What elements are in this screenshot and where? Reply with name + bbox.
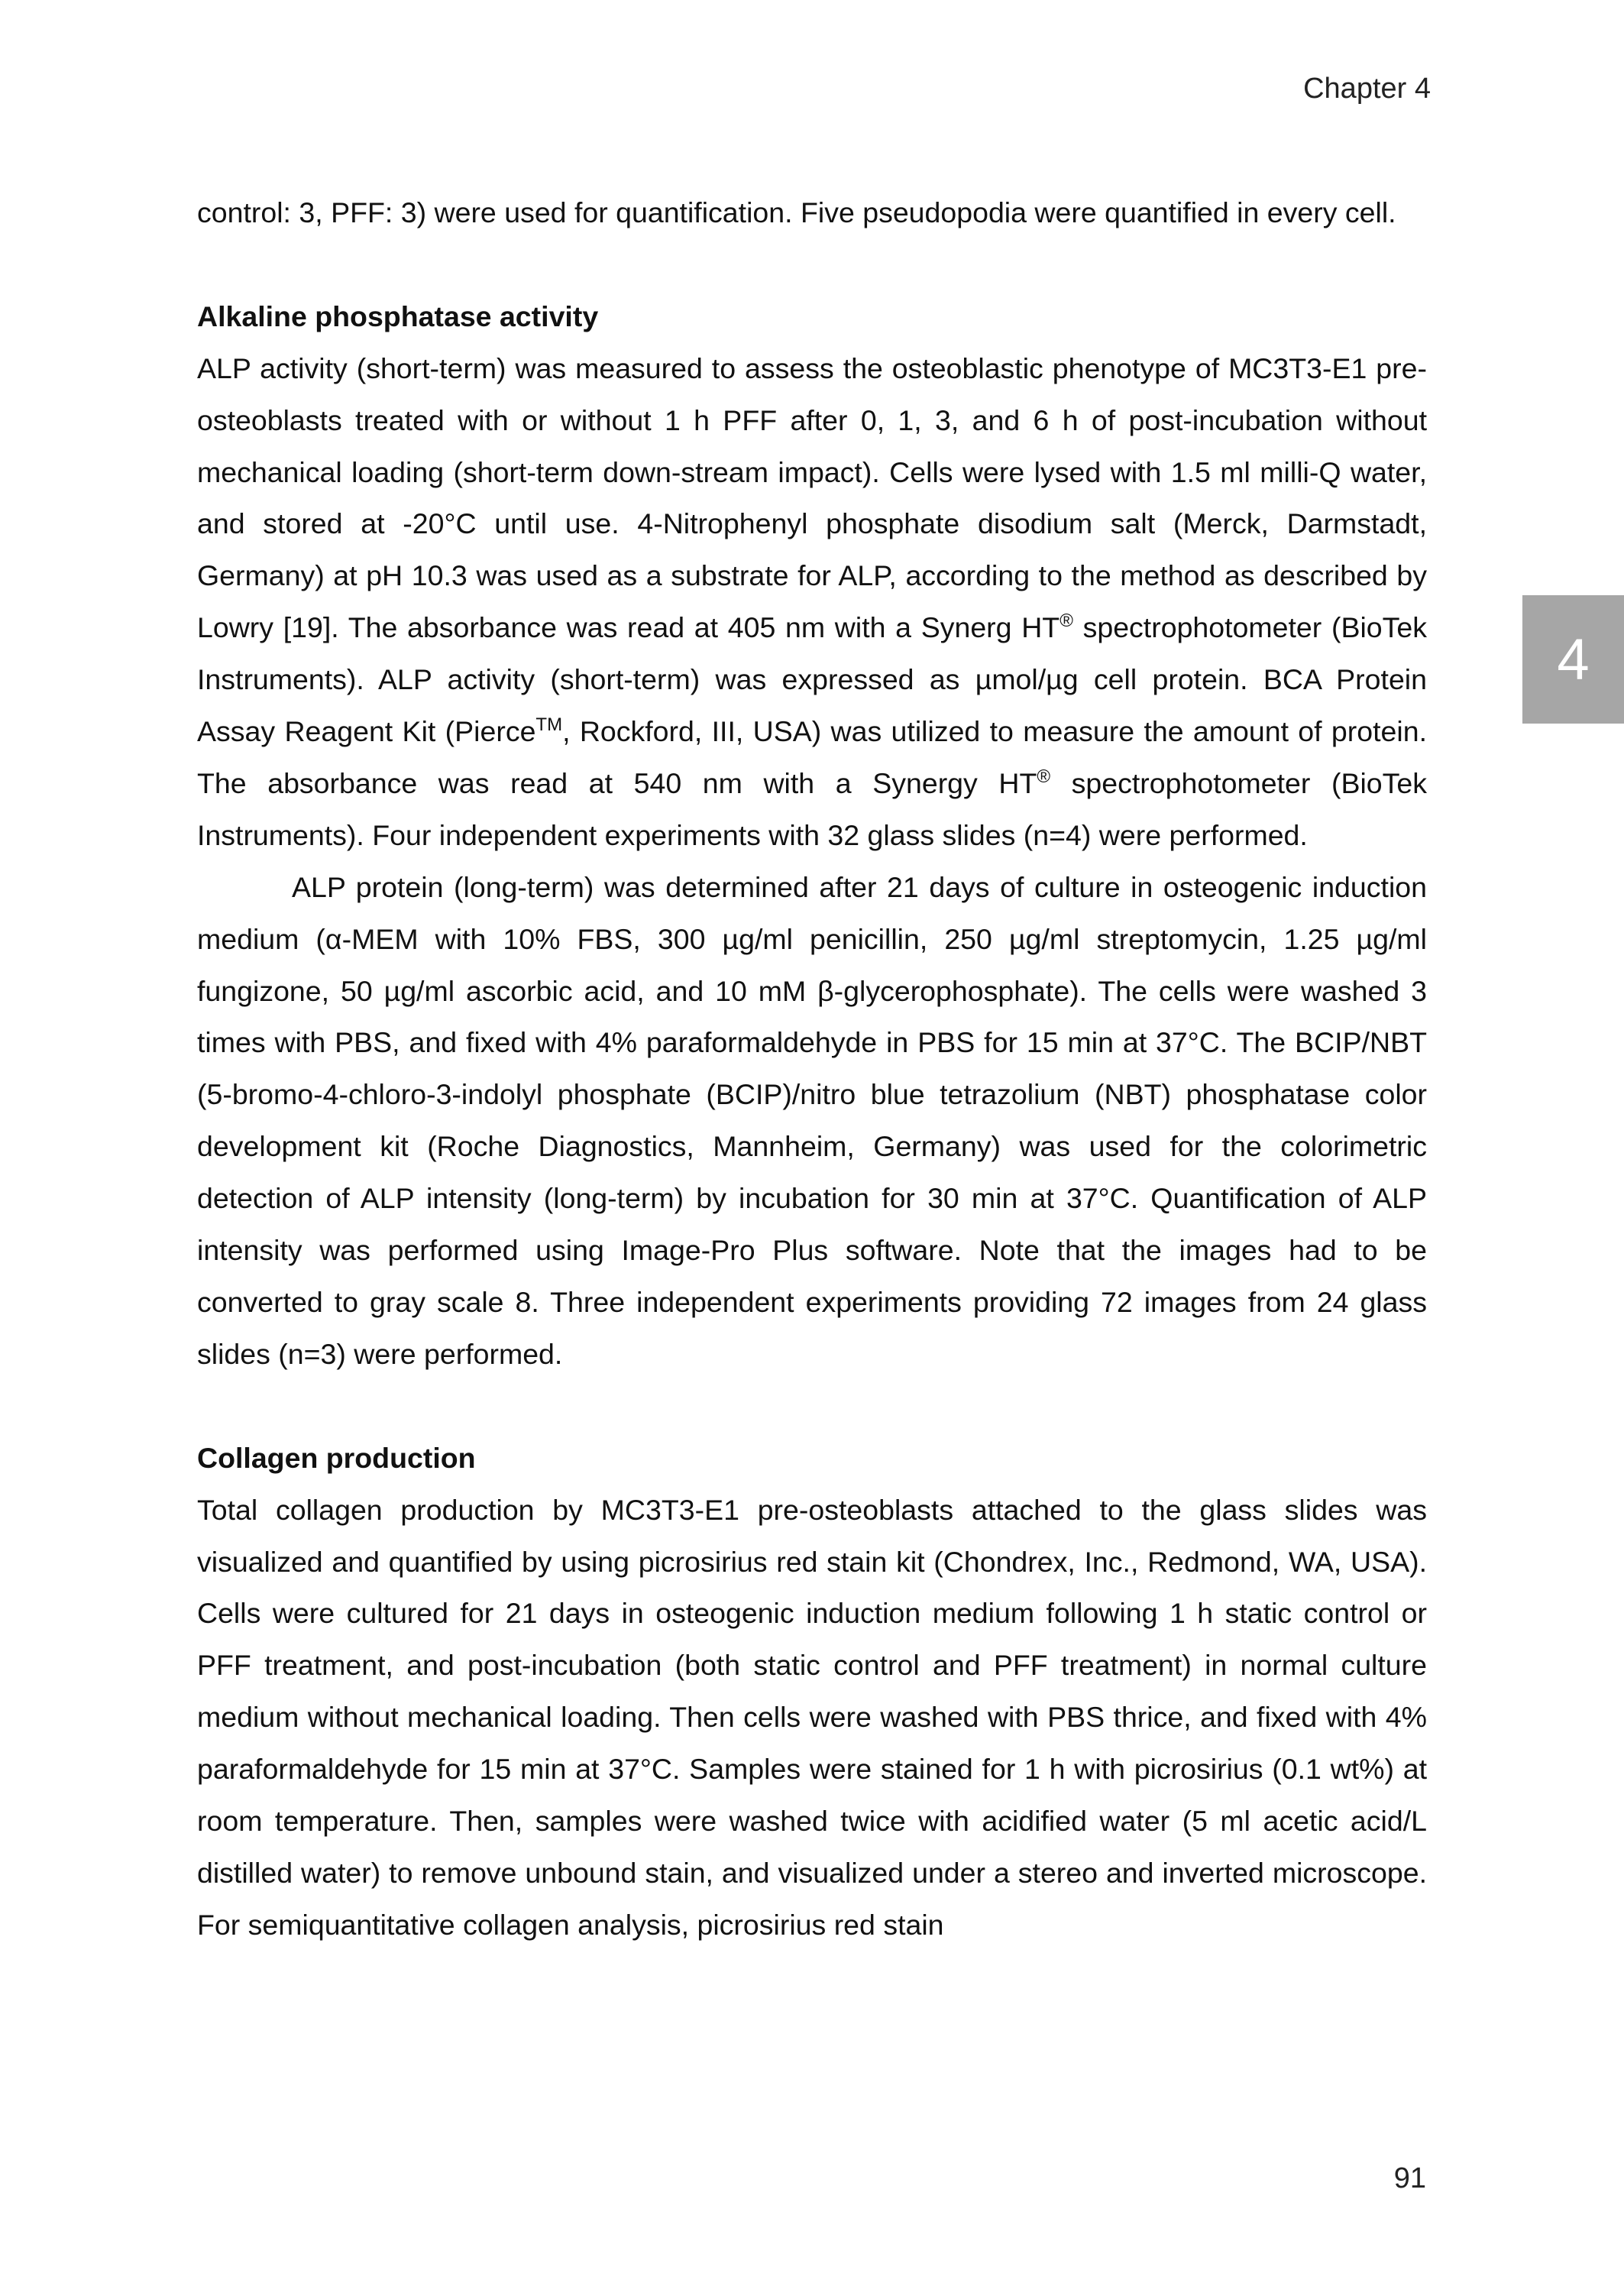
- alp-paragraph-2: ALP protein (long-term) was determined after 21 days of culture in osteogenic induction medium (α-MEM with 10% FBS, 300 µg/ml penicillin, 250 µg/ml streptomycin, 1.25 µg/ml fungizone, 50 µg/ml ascorbic acid, and 10 mM β-glycerophosphate). The cells were washed 3 times with PBS, and fixed with 4% paraformaldehyde in PBS for 15 min at 37°C. The BCIP/NBT (5-bromo-4-chloro-3-indolyl phosphate (BCIP)/nitro blue tetrazolium (NBT) phosphatase color development kit (Roche Diagnostics, Mannheim, Germany) was used for the colorimetric detection of ALP intensity (long-term) by incubation for 30 min at 37°C. Quantification of ALP intensity was performed using Image-Pro Plus software. Note that the images had to be converted to gray scale 8. Three independent experiments providing 72 images from 24 glass slides (n=3) were performed.: [197, 870, 1427, 1370]
- section-heading-alp: Alkaline phosphatase activity: [197, 300, 599, 332]
- alp-paragraph-1: ALP activity (short-term) was measured to assess the osteoblastic phenotype of MC3T3-E1 pre-osteoblasts treated with or without 1 h PFF after 0, 1, 3, and 6 h of post-incubation without mechanical loading (short-term down-stream impact). Cells were lysed with 1.5 ml milli-Q water, and stored at -20°C until use. 4-Nitrophenyl phosphate disodium salt (Merck, Darmstadt, Germany) at pH 10.3 was used as a substrate for ALP, according to the method as described by Lowry [19]. The absorbance was read at 405 nm with a Synerg HT® spectrophotometer (BioTek Instruments). ALP activity (short-term) was expressed as µmol/µg cell protein. BCA Protein Assay Reagent Kit (Pierce™, Rockford, III, USA) was utilized to measure the amount of protein. The absorbance was read at 540 nm with a Synergy HT® spectrophotometer (BioTek Instruments). Four independent experiments with 32 glass slides (n=4) were performed.: [197, 351, 1427, 851]
- page-number: 91: [1393, 2162, 1426, 2194]
- section-heading-collagen: Collagen production: [197, 1441, 476, 1474]
- continuation-paragraph: control: 3, PFF: 3) were used for quantification. Five pseudopodia were quantified in every cell.: [197, 196, 1396, 228]
- running-header: Chapter 4: [1303, 73, 1431, 105]
- collagen-paragraph-1: Total collagen production by MC3T3-E1 pre-osteoblasts attached to the glass slides was visualized and quantified by using picrosirius red stain kit (Chondrex, Inc., Redmond, WA, USA). Cells were cultured for 21 days in osteogenic induction medium following 1 h static control or PFF treatment, and post-incubation (both static control and PFF treatment) in normal culture medium without mechanical loading. Then cells were washed with PBS thrice, and fixed with 4% paraformaldehyde for 15 min at 37°C. Samples were stained for 1 h with picrosirius (0.1 wt%) at room temperature. Then, samples were washed twice with acidified water (5 ml acetic acid/L distilled water) to remove unbound stain, and visualized under a stereo and inverted microscope. For semiquantitative collagen analysis, picrosirius red stain: [197, 1493, 1427, 1941]
- section-spacer: [197, 239, 1427, 291]
- chapter-thumb-tab: 4: [1522, 595, 1624, 724]
- section-spacer: [197, 1381, 1427, 1433]
- body-text: [197, 187, 1427, 1951]
